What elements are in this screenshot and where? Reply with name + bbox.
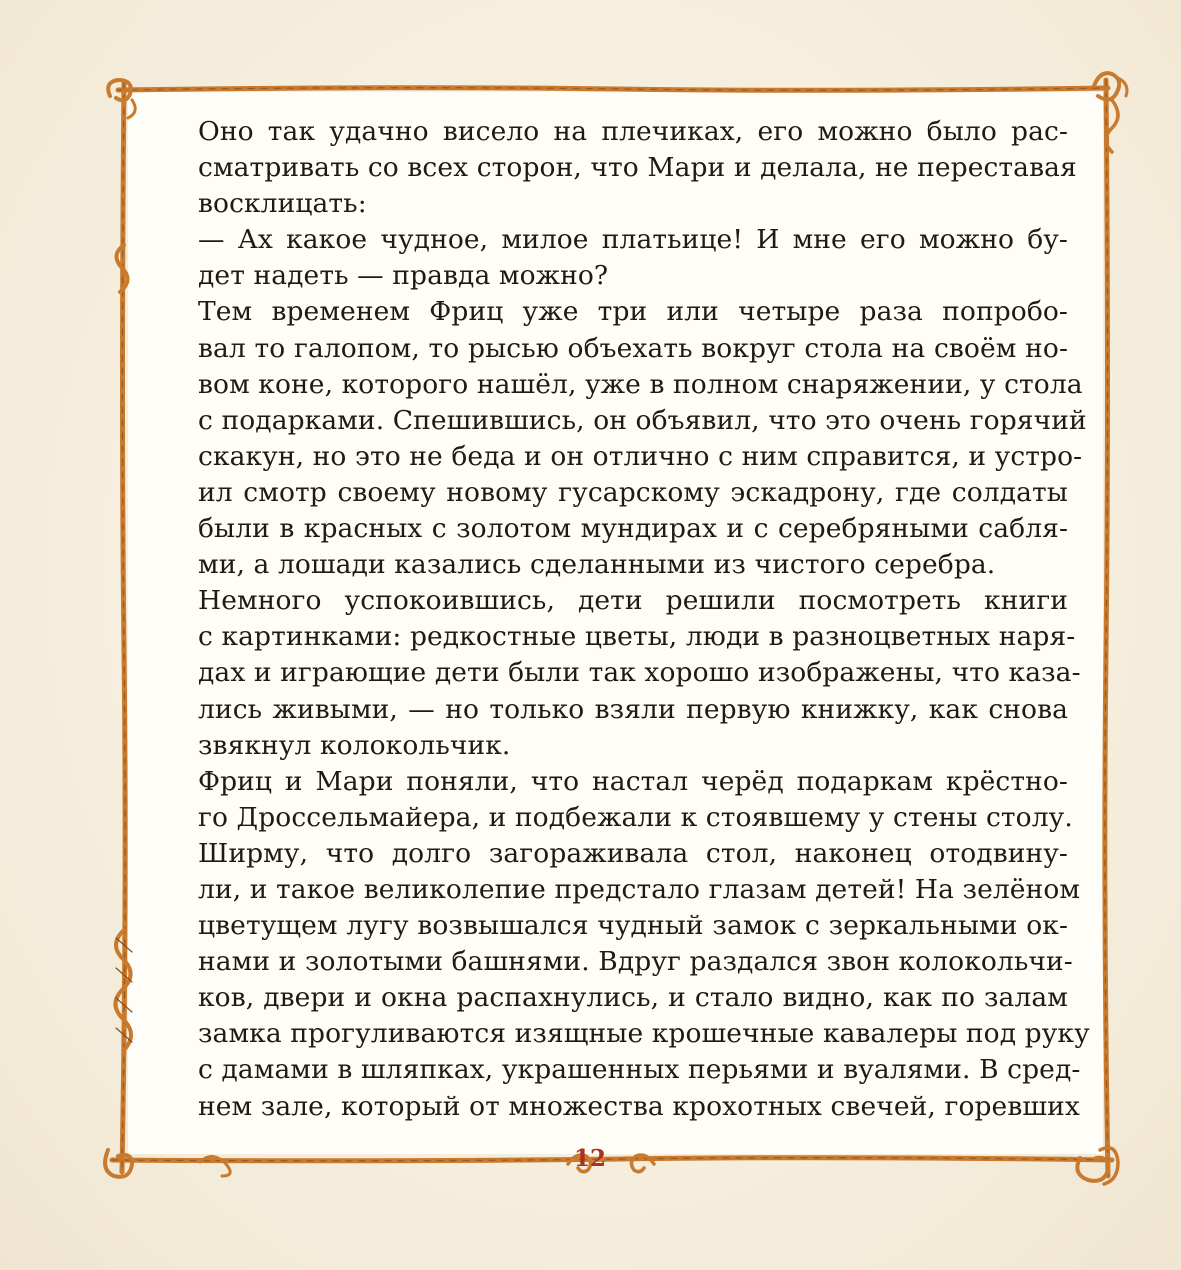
text-line: скакун, но это не беда и он отлично с ним справится, и устро-: [198, 440, 1083, 472]
text-line: ми, а лошади казались сделанными из чистого серебра.: [198, 549, 996, 581]
text-line: с картинками: редкостные цветы, люди в разноцветных наря-: [198, 621, 1076, 653]
text-line: ков, двери и окна распахнулись, и стало видно, как по залам: [198, 982, 1068, 1014]
text-line: дет надеть — правда можно?: [198, 260, 609, 292]
paragraph: [156, 836, 1090, 1125]
text-line: звякнул колокольчик.: [198, 729, 511, 761]
text-line: вом коне, которого нашёл, уже в полном снаряжении, у стола: [198, 368, 1083, 400]
text-line: дах и играющие дети были так хорошо изображены, что каза-: [198, 657, 1081, 689]
body-text: [156, 114, 1090, 1125]
text-line: вал то галопом, то рысью объехать вокруг стола на своём но-: [198, 332, 1068, 364]
text-line: Тем временем Фриц уже три или четыре раза попробо-: [198, 296, 1068, 328]
text-line: с дамами в шляпках, украшенных перьями и вуалями. В сред-: [198, 1054, 1081, 1086]
paragraph: [156, 114, 1077, 222]
text-line: ли, и такое великолепие предстало глазам детей! На зелёном: [198, 873, 1081, 905]
paragraph: [156, 294, 1087, 583]
text-line: — Ах какое чудное, милое платьице! И мне его можно бу-: [198, 224, 1068, 256]
text-line: замка прогуливаются изящные крошечные кавалеры под руку: [198, 1018, 1090, 1050]
paragraph: [156, 222, 1068, 294]
text-line: сматривать со всех сторон, что Мари и делала, не переставая: [198, 152, 1077, 184]
text-line: были в красных с золотом мундирах и с серебряными сабля-: [198, 513, 1068, 545]
paragraph: [156, 764, 1073, 836]
text-line: цветущем лугу возвышался чудный замок с зеркальными ок-: [198, 910, 1068, 942]
text-line: лись живыми, — но только взяли первую книжку, как снова: [198, 693, 1068, 725]
text-line: Немного успокоившись, дети решили посмотреть книги: [198, 585, 1068, 617]
text-line: нем зале, который от множества крохотных свечей, горевших: [198, 1090, 1080, 1122]
text-line: с подарками. Спешившись, он объявил, что это очень горячий: [198, 404, 1087, 436]
text-line: го Дроссельмайера, и подбежали к стоявшему у стены столу.: [198, 801, 1073, 833]
text-line: восклицать:: [198, 188, 367, 220]
text-line: Оно так удачно висело на плечиках, его можно было рас-: [198, 116, 1068, 147]
paragraph: [156, 583, 1081, 763]
text-line: нами и золотыми башнями. Вдруг раздался звон колокольчи-: [198, 946, 1073, 978]
text-line: Фриц и Мари поняли, что настал черёд подаркам крёстно-: [198, 765, 1068, 797]
page-number: 12: [573, 1145, 606, 1172]
knot-bottom-left: [105, 1150, 132, 1177]
text-line: ил смотр своему новому гусарскому эскадрону, где солдаты: [198, 476, 1068, 508]
text-line: Ширму, что долго загораживала стол, наконец отодвину-: [198, 837, 1068, 869]
